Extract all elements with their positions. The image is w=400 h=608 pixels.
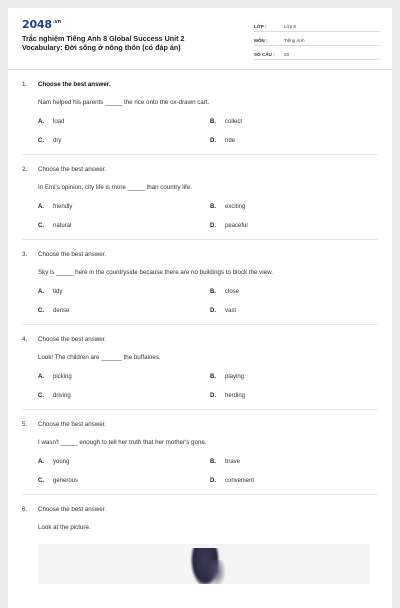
answer-options <box>38 289 378 314</box>
option-text: friendly <box>53 204 73 210</box>
question-prompt: Choose the best answer. <box>38 506 107 513</box>
question-sentence: Look! The children are ______ the buffaloes. <box>38 354 161 361</box>
answer-options <box>38 374 378 399</box>
answer-options <box>38 204 378 229</box>
option-letter: D. <box>210 308 216 314</box>
option-text: herding <box>225 393 246 399</box>
question-list <box>8 70 392 594</box>
option-c[interactable] <box>38 223 210 229</box>
picture-figure-shadow <box>206 560 226 584</box>
question-prompt: Choose the best answer. <box>38 166 107 173</box>
worksheet-page <box>8 8 392 608</box>
question-prompt: Choose the best answer. <box>38 421 107 428</box>
option-text: dense <box>53 308 70 314</box>
question-number: 4. <box>22 336 28 343</box>
question-5 <box>22 410 378 495</box>
question-number: 5. <box>22 421 28 428</box>
option-text: peaceful <box>225 223 248 229</box>
option-letter: A. <box>38 374 44 380</box>
option-letter: A. <box>38 204 44 210</box>
option-text: brave <box>225 459 241 465</box>
question-prompt: Choose the best answer. <box>38 81 111 88</box>
option-d[interactable] <box>210 308 382 314</box>
option-letter: D. <box>210 478 216 484</box>
option-c[interactable] <box>38 138 210 144</box>
meta-row-class <box>254 18 380 32</box>
question-picture <box>38 544 370 584</box>
meta-row-count <box>254 46 380 60</box>
option-letter: B. <box>210 204 216 210</box>
option-letter: D. <box>210 393 216 399</box>
meta-row-subject <box>254 32 380 46</box>
title-line-2: Vocabulary: Đời sống ở nông thôn (có đáp án) <box>22 43 181 52</box>
option-letter: A. <box>38 459 44 465</box>
option-text: young <box>53 459 70 465</box>
question-6 <box>22 495 378 594</box>
option-text: picking <box>53 374 72 380</box>
question-sentence: I wasn't _____ enough to tell her truth that her mother's gone. <box>38 439 207 446</box>
worksheet-header <box>8 8 392 70</box>
meta-value: 20 <box>284 52 290 57</box>
option-a[interactable] <box>38 204 210 210</box>
option-text: dry <box>53 138 62 144</box>
question-1 <box>22 70 378 155</box>
meta-key: MÔN : <box>254 38 268 43</box>
option-letter: C. <box>38 393 44 399</box>
meta-value: Lớp 8 <box>284 24 296 29</box>
option-a[interactable] <box>38 374 210 380</box>
option-text: natural <box>53 223 72 229</box>
question-number: 3. <box>22 251 28 258</box>
option-c[interactable] <box>38 393 210 399</box>
option-text: playing <box>225 374 245 380</box>
site-logo[interactable]: $2048^{.vn}$ <box>22 18 61 31</box>
option-letter: B. <box>210 119 216 125</box>
question-number: 1. <box>22 81 28 88</box>
option-c[interactable] <box>38 478 210 484</box>
option-letter: C. <box>38 223 44 229</box>
option-a[interactable] <box>38 289 210 295</box>
question-number: 6. <box>22 506 28 513</box>
option-c[interactable] <box>38 308 210 314</box>
title-line-1: Trắc nghiệm Tiếng Anh 8 Global Success Unit 2 <box>22 34 185 43</box>
option-text: exciting <box>225 204 246 210</box>
option-letter: D. <box>210 223 216 229</box>
meta-key: SỐ CÂU : <box>254 52 275 57</box>
option-b[interactable] <box>210 289 382 295</box>
option-d[interactable] <box>210 393 382 399</box>
option-b[interactable] <box>210 204 382 210</box>
question-prompt: Choose the best answer. <box>38 251 107 258</box>
worksheet-meta <box>254 18 380 60</box>
option-letter: B. <box>210 459 216 465</box>
option-d[interactable] <box>210 138 382 144</box>
option-text: convenient <box>225 478 255 484</box>
answer-options <box>38 459 378 484</box>
option-letter: A. <box>38 119 44 125</box>
question-4 <box>22 325 378 410</box>
option-b[interactable] <box>210 459 382 465</box>
option-d[interactable] <box>210 223 382 229</box>
option-text: tidy <box>53 289 63 295</box>
question-sentence: Nam helped his parents _____ the rice onto the ox-drawn cart. <box>38 99 210 106</box>
option-a[interactable] <box>38 119 210 125</box>
option-letter: C. <box>38 308 44 314</box>
meta-key: LỚP : <box>254 24 267 29</box>
option-letter: A. <box>38 289 44 295</box>
option-text: ride <box>225 138 236 144</box>
question-number: 2. <box>22 166 28 173</box>
option-letter: C. <box>38 138 44 144</box>
answer-options <box>38 119 378 144</box>
option-letter: B. <box>210 374 216 380</box>
option-text: vast <box>225 308 237 314</box>
question-sentence: In Emi's opinion, city life is more _____ than country life. <box>38 184 192 191</box>
option-letter: C. <box>38 478 44 484</box>
option-text: load <box>53 119 65 125</box>
option-b[interactable] <box>210 374 382 380</box>
option-b[interactable] <box>210 119 382 125</box>
meta-value: Tiếng Anh <box>284 38 305 43</box>
option-a[interactable] <box>38 459 210 465</box>
option-letter: B. <box>210 289 216 295</box>
option-text: close <box>225 289 240 295</box>
worksheet-title <box>22 34 252 52</box>
question-sentence: Look at the picture. <box>38 524 91 531</box>
option-text: driving <box>53 393 71 399</box>
option-d[interactable] <box>210 478 382 484</box>
question-3 <box>22 240 378 325</box>
option-letter: D. <box>210 138 216 144</box>
question-sentence: Sky is _____ here in the countryside because there are no buildings to block the view. <box>38 269 273 276</box>
option-text: generous <box>53 478 79 484</box>
question-2 <box>22 155 378 240</box>
question-prompt: Choose the best answer. <box>38 336 107 343</box>
option-text: collect <box>225 119 243 125</box>
